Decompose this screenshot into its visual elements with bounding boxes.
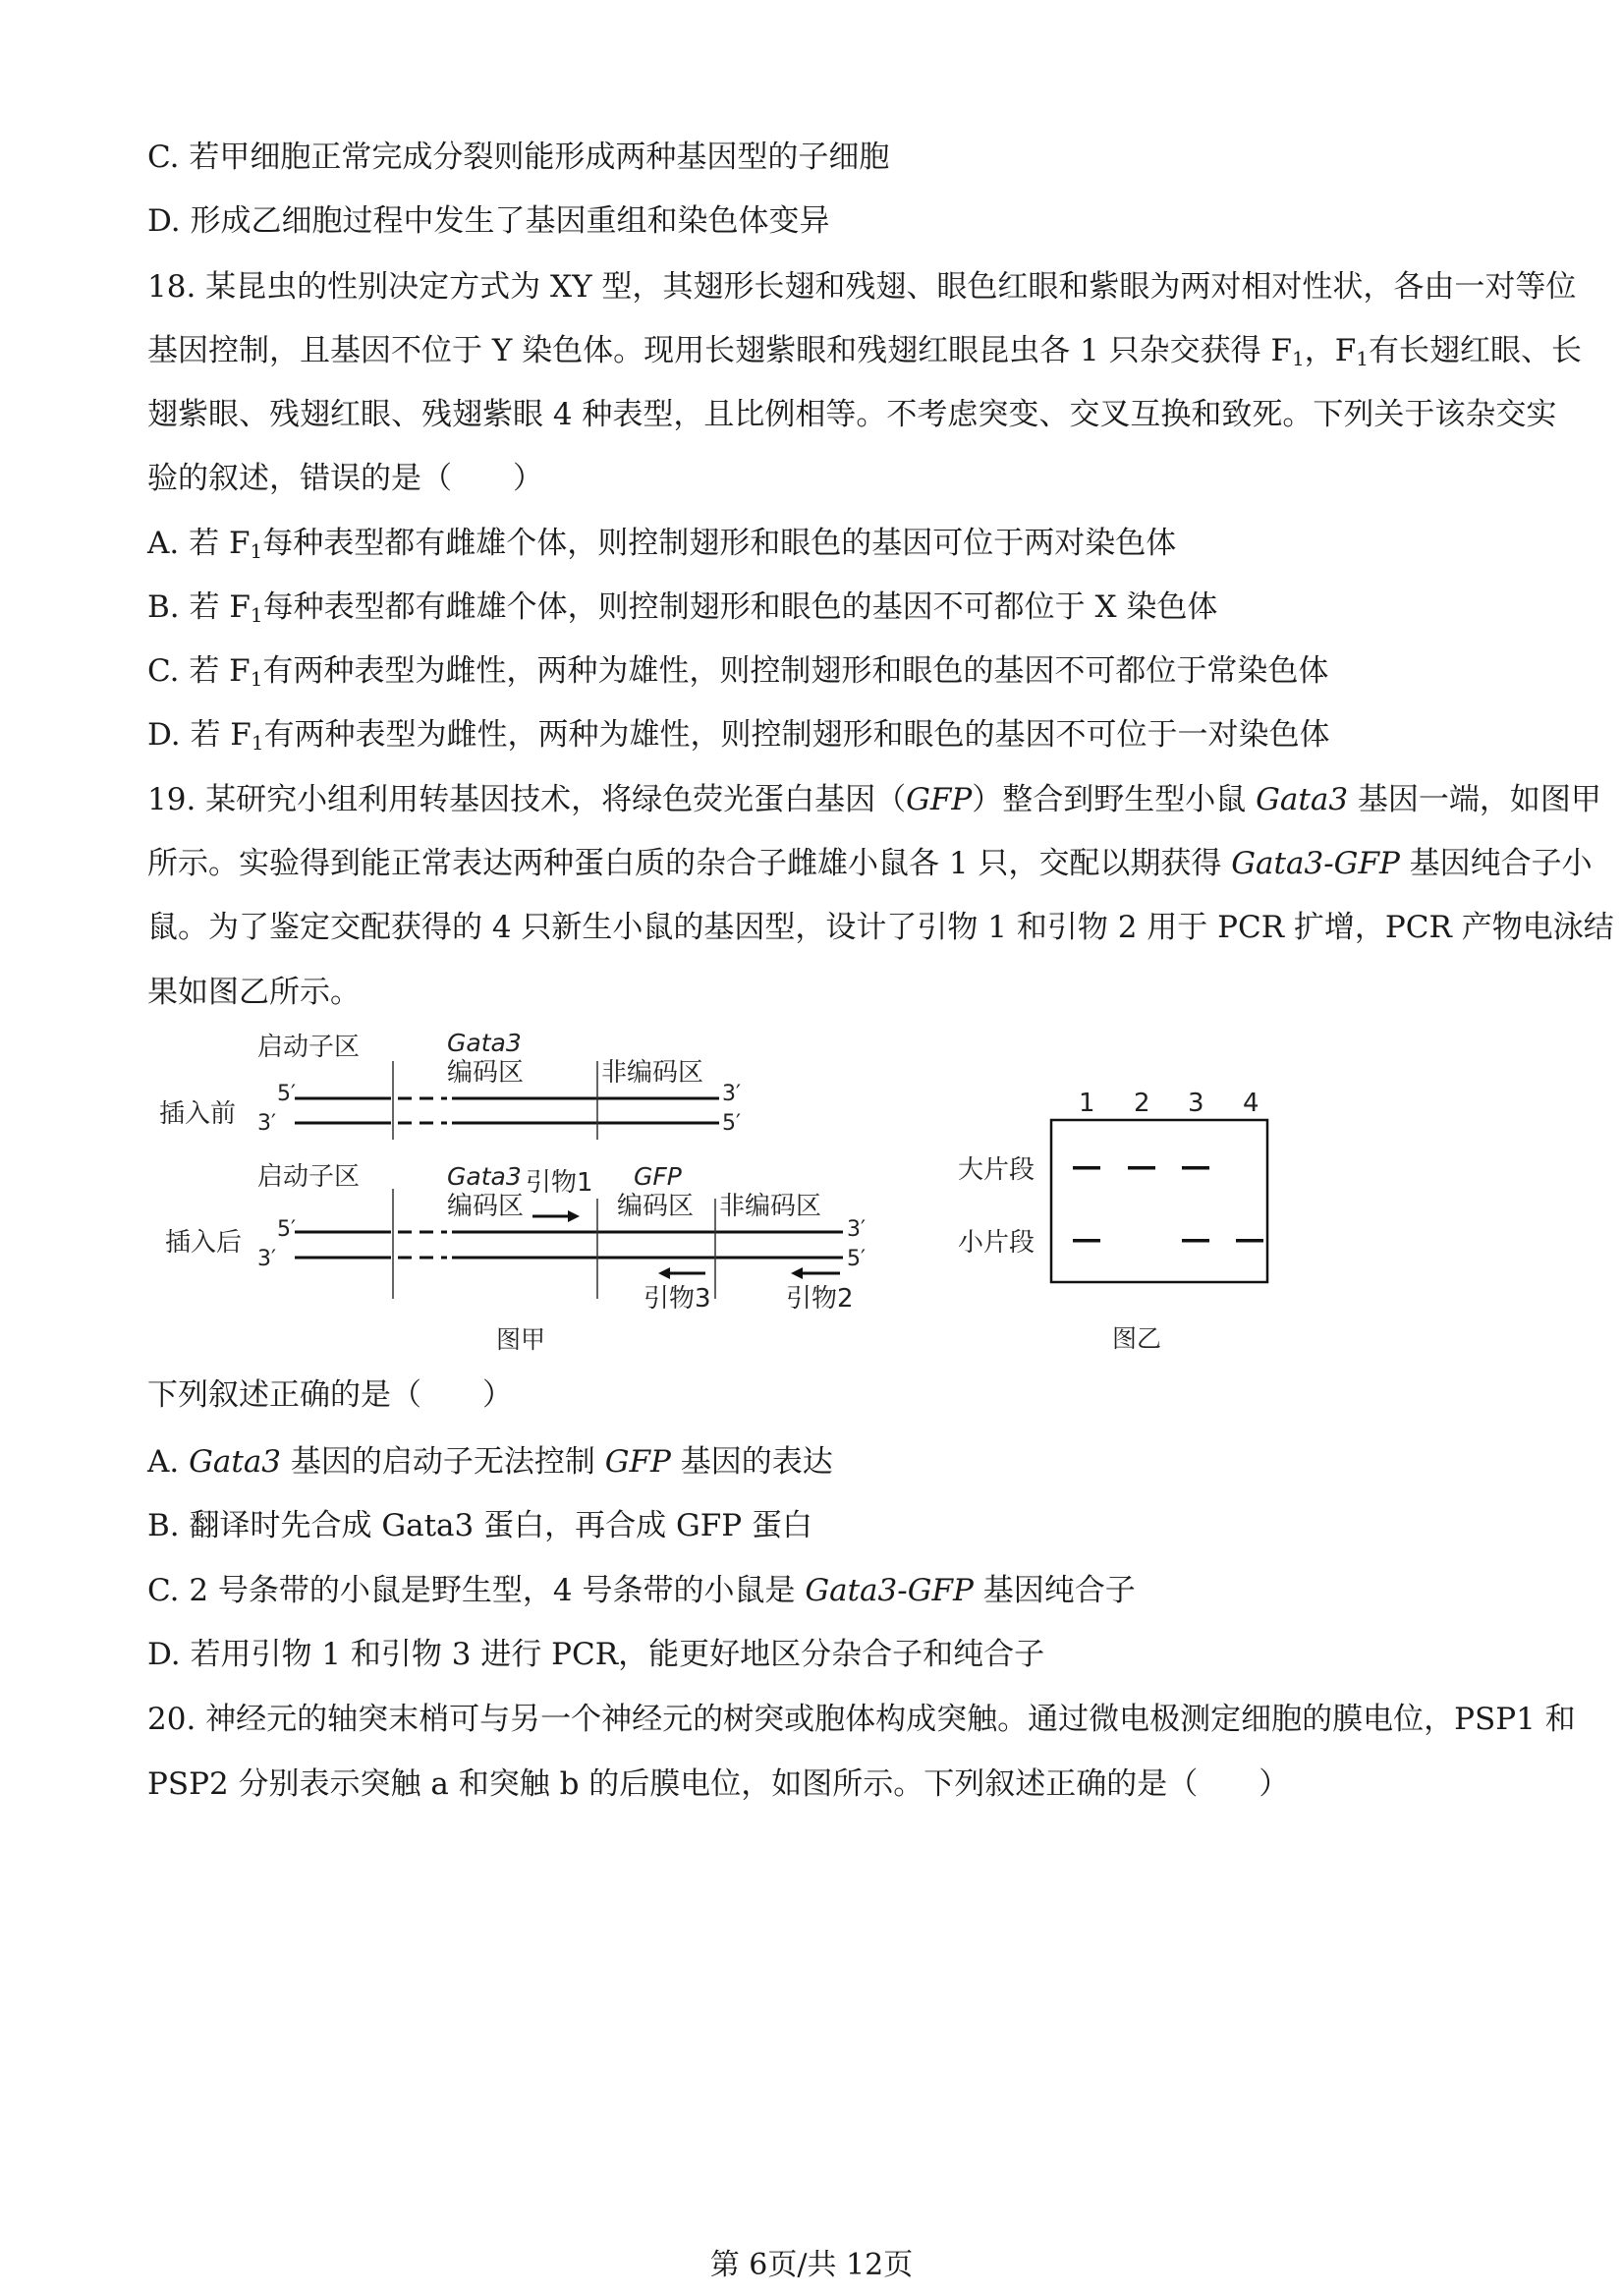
label-primer2: 引物2: [786, 1284, 854, 1314]
lane-label-2: 2: [1134, 1089, 1150, 1118]
caption-figure-b: 图乙: [1112, 1324, 1162, 1353]
label-gfp: GFP: [634, 1162, 682, 1191]
large-band-lane-2: [1128, 1166, 1155, 1170]
q17-option-d: D. 形成乙细胞过程中发生了基因重组和染色体变异: [147, 203, 830, 239]
small-band-lane-3: [1182, 1239, 1209, 1243]
q18-option-c: C. 若 $F_1$有两种表型为雌性，两种为雄性，则控制翅形和眼色的基因不可都位于常染色体: [147, 653, 1329, 691]
end-3-bottom-left-before: 3′: [257, 1111, 276, 1136]
q19-stem-line3: 鼠。为了鉴定交配获得的 4 只新生小鼠的基因型，设计了引物 1 和引物 2 用于 PCR 扩增，PCR 产物电泳结: [147, 910, 1614, 945]
label-primer3: 引物3: [644, 1284, 711, 1314]
q18-stem-line1: 18. 某昆虫的性别决定方式为 XY 型，其翅形长翅和残翅、眼色红眼和紫眼为两对相对性状，各由一对等位: [147, 269, 1577, 305]
q18-stem-line4: 验的叙述，错误的是（ ）: [147, 461, 543, 496]
caption-figure-a: 图甲: [496, 1325, 546, 1354]
gel-frame: [1051, 1120, 1267, 1282]
label-gata3-before: Gata3: [447, 1029, 522, 1057]
q18-stem-line3: 翅紫眼、残翅红眼、残翅紫眼 4 种表型，且比例相等。不考虑突变、交叉互换和致死。下列关于该杂交实: [147, 397, 1557, 432]
q17-option-c: C. 若甲细胞正常完成分裂则能形成两种基因型的子细胞: [147, 140, 890, 175]
label-before-insertion: 插入前: [159, 1099, 237, 1129]
figure-a-gene-diagram: [147, 1022, 914, 1356]
label-primer1: 引物1: [526, 1168, 593, 1198]
large-band-lane-1: [1073, 1166, 1100, 1170]
lane-label-4: 4: [1243, 1089, 1259, 1118]
label-large-fragment: 大片段: [958, 1155, 1035, 1185]
q19-stem-line2: 所示。实验得到能正常表达两种蛋白质的杂合子雌雄小鼠各 1 只，交配以期获得 Gata3-GFP 基因纯合子小: [147, 846, 1593, 881]
end-3-top-right-before: 3′: [722, 1082, 741, 1106]
label-promoter-after: 启动子区: [257, 1162, 361, 1192]
q19-option-a: A. Gata3 基因的启动子无法控制 GFP 基因的表达: [147, 1444, 833, 1480]
primer2-arrow-head: [791, 1267, 803, 1279]
label-noncoding-before: 非编码区: [601, 1058, 704, 1088]
q18-stem-line2: 基因控制，且基因不位于 Y 染色体。现用长翅紫眼和残翅红眼昆虫各 1 只杂交获得 $F_1$，$F_1$有长翅红眼、长: [147, 333, 1582, 370]
q19-ask: 下列叙述正确的是（ ）: [147, 1377, 513, 1413]
primer3-arrow-head: [658, 1267, 670, 1279]
label-coding-after: 编码区: [447, 1192, 525, 1221]
primer1-arrow-head: [568, 1210, 580, 1222]
end-3-top-right-after: 3′: [847, 1217, 866, 1242]
lane-label-1: 1: [1079, 1089, 1095, 1118]
small-band-lane-1: [1073, 1239, 1100, 1243]
q18-option-a: A. 若 $F_1$每种表型都有雌雄个体，则控制翅形和眼色的基因可位于两对染色体: [147, 526, 1177, 563]
q19-stem-line4: 果如图乙所示。: [147, 975, 361, 1010]
q19-option-d: D. 若用引物 1 和引物 3 进行 PCR，能更好地区分杂合子和纯合子: [147, 1637, 1045, 1672]
page-footer: 第 6页/共 12页: [709, 2248, 914, 2282]
label-coding-before: 编码区: [447, 1058, 525, 1088]
q18-option-d: D. 若 $F_1$有两种表型为雌性，两种为雄性，则控制翅形和眼色的基因不可位于一对染色体: [147, 717, 1330, 755]
q20-stem-line2: PSP2 分别表示突触 a 和突触 b 的后膜电位，如图所示。下列叙述正确的是（ ）: [147, 1766, 1290, 1802]
label-noncoding-after: 非编码区: [719, 1192, 822, 1221]
q19-option-c: C. 2 号条带的小鼠是野生型，4 号条带的小鼠是 Gata3-GFP 基因纯合子: [147, 1573, 1136, 1608]
small-band-lane-4: [1236, 1239, 1263, 1243]
figure-b-gel: [943, 1076, 1297, 1361]
end-5-top-before: 5′: [277, 1082, 296, 1106]
end-5-bottom-right-before: 5′: [722, 1111, 741, 1136]
label-coding-gfp: 编码区: [617, 1192, 695, 1221]
label-promoter-before: 启动子区: [257, 1033, 361, 1062]
end-5-top-after: 5′: [277, 1217, 296, 1242]
q19-stem-line1: 19. 某研究小组利用转基因技术，将绿色荧光蛋白基因（GFP）整合到野生型小鼠 Gata3 基因一端，如图甲: [147, 782, 1601, 817]
q19-option-b: B. 翻译时先合成 Gata3 蛋白，再合成 GFP 蛋白: [147, 1508, 812, 1543]
q18-option-b: B. 若 $F_1$每种表型都有雌雄个体，则控制翅形和眼色的基因不可都位于 X 染色体: [147, 589, 1218, 627]
large-band-lane-3: [1182, 1166, 1209, 1170]
lane-label-3: 3: [1188, 1089, 1204, 1118]
end-5-bottom-right-after: 5′: [847, 1247, 866, 1271]
end-3-bottom-left-after: 3′: [257, 1247, 276, 1271]
label-gata3-after: Gata3: [447, 1162, 522, 1191]
q20-stem-line1: 20. 神经元的轴突末梢可与另一个神经元的树突或胞体构成突触。通过微电极测定细胞的膜电位，PSP1 和: [147, 1702, 1576, 1737]
label-small-fragment: 小片段: [958, 1228, 1035, 1258]
label-after-insertion: 插入后: [165, 1228, 243, 1258]
